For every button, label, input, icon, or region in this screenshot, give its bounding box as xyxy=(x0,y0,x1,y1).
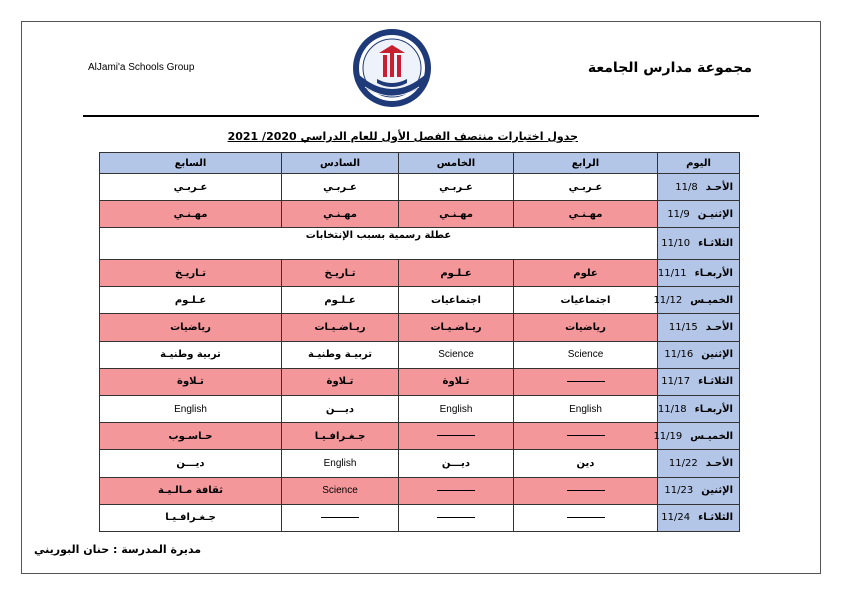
subject-cell: اجتماعيات xyxy=(399,287,514,314)
no-exam-dash xyxy=(437,517,475,518)
subject-cell: Science xyxy=(282,477,399,504)
subject-cell xyxy=(282,504,399,531)
day-name: الأحـد xyxy=(705,458,733,469)
no-exam-dash xyxy=(567,381,605,382)
table-row xyxy=(100,201,740,228)
header-grade-4: الرابع xyxy=(514,153,658,174)
day-date: 11/15 xyxy=(668,322,698,334)
table-row xyxy=(100,368,740,395)
day-date: 11/17 xyxy=(661,376,691,388)
day-cell xyxy=(658,341,740,368)
subject-cell: English xyxy=(282,450,399,477)
day-date: 11/9 xyxy=(667,208,690,220)
subject-cell xyxy=(514,423,658,450)
day-name: الأربعـاء xyxy=(694,267,733,279)
subject-cell: رياضيات xyxy=(514,314,658,341)
day-name: الأربعـاء xyxy=(694,403,733,415)
day-date: 11/18 xyxy=(657,403,687,415)
day-name: الثلاثـاء xyxy=(698,238,733,250)
subject-cell: مهـنـي xyxy=(399,201,514,228)
subject-cell: تـلاوة xyxy=(100,368,282,395)
table-row xyxy=(100,341,740,368)
table-row xyxy=(100,174,740,201)
exam-schedule-table xyxy=(99,152,740,532)
subject-cell: عـربـي xyxy=(514,174,658,201)
subject-cell: Science xyxy=(514,341,658,368)
principal-signature: مديرة المدرسة : حنان البوريني xyxy=(34,543,202,556)
day-name: الخميـس xyxy=(690,294,733,306)
day-date: 11/12 xyxy=(653,294,683,306)
subject-cell: عـربـي xyxy=(100,174,282,201)
table-row xyxy=(100,450,740,477)
subject-cell: ديـــن xyxy=(282,396,399,423)
day-cell xyxy=(653,423,740,450)
no-exam-dash xyxy=(567,490,605,491)
subject-cell: عـلـوم xyxy=(282,287,399,314)
day-date: 11/8 xyxy=(675,181,698,193)
day-cell xyxy=(658,201,740,228)
subject-cell: مهـنـي xyxy=(100,201,282,228)
day-name: الخميـس xyxy=(690,430,733,442)
day-cell xyxy=(658,314,740,341)
day-cell xyxy=(658,504,740,531)
subject-cell: مهـنـي xyxy=(282,201,399,228)
school-name-english: AlJami'a Schools Group xyxy=(88,62,195,73)
subject-cell: مهـنـي xyxy=(514,201,658,228)
table-row xyxy=(100,423,740,450)
subject-cell: تـاريـخ xyxy=(100,260,282,287)
day-cell xyxy=(658,174,740,201)
subject-cell: تربيـة وطنيـة xyxy=(282,341,399,368)
day-cell xyxy=(658,396,740,423)
table-row xyxy=(100,314,740,341)
day-name: الإثنين xyxy=(701,485,733,497)
day-name: الثلاثـاء xyxy=(698,512,733,524)
day-date: 11/16 xyxy=(664,349,694,361)
subject-cell: ثقافة مـالـيـة xyxy=(100,477,282,504)
school-name-arabic: مجموعة مدارس الجامعة xyxy=(587,60,752,76)
day-cell xyxy=(653,287,740,314)
subject-cell: رياضيات xyxy=(100,314,282,341)
table-row xyxy=(100,477,740,504)
table-row xyxy=(100,260,740,287)
no-exam-dash xyxy=(437,435,475,436)
day-date: 11/24 xyxy=(661,512,691,524)
schedule-title: جدول اختبارات منتصف الفصل الأول للعام الدراسي 2020/ 2021 xyxy=(227,130,578,143)
table-row xyxy=(100,287,740,314)
no-exam-dash xyxy=(567,435,605,436)
subject-cell: جـغـرافـيـا xyxy=(282,423,399,450)
subject-cell: Science xyxy=(399,341,514,368)
day-name: الأحـد xyxy=(705,181,733,193)
header-grade-6: السادس xyxy=(282,153,399,174)
day-cell xyxy=(658,450,740,477)
subject-cell: ريـاضـيـات xyxy=(399,314,514,341)
holiday-note: عطلة رسمية بسبب الإنتخابات xyxy=(100,228,658,260)
subject-cell: ديـــن xyxy=(399,450,514,477)
subject-cell xyxy=(399,477,514,504)
day-date: 11/19 xyxy=(653,430,683,442)
subject-cell: اجتماعيات xyxy=(514,287,658,314)
subject-cell: ديـــن xyxy=(100,450,282,477)
day-date: 11/22 xyxy=(668,458,698,469)
subject-cell: حـاسـوب xyxy=(100,423,282,450)
day-date: 11/11 xyxy=(657,267,687,279)
day-name: الأحـد xyxy=(705,322,733,334)
subject-cell: تـلاوة xyxy=(399,368,514,395)
header-grade-5: الخامس xyxy=(399,153,514,174)
header-day: اليوم xyxy=(658,153,740,174)
table-row xyxy=(100,228,740,260)
subject-cell: عـربـي xyxy=(399,174,514,201)
subject-cell xyxy=(514,504,658,531)
subject-cell: تـاريـخ xyxy=(282,260,399,287)
day-name: الإثنيـن xyxy=(697,208,733,220)
subject-cell: عـربـي xyxy=(282,174,399,201)
day-name: الثلاثـاء xyxy=(698,376,733,388)
day-cell xyxy=(658,260,740,287)
subject-cell xyxy=(514,368,658,395)
subject-cell: ريـاضـيـات xyxy=(282,314,399,341)
day-date: 11/23 xyxy=(664,485,694,497)
table-header-row xyxy=(100,153,740,174)
no-exam-dash xyxy=(321,517,359,518)
day-cell xyxy=(658,368,740,395)
subject-cell: جـغـرافـيـا xyxy=(100,504,282,531)
day-cell xyxy=(658,477,740,504)
subject-cell: English xyxy=(399,396,514,423)
subject-cell: تربية وطنيـة xyxy=(100,341,282,368)
subject-cell: علوم xyxy=(514,260,658,287)
subject-cell: تـلاوة xyxy=(282,368,399,395)
no-exam-dash xyxy=(437,490,475,491)
header-grade-7: السابع xyxy=(100,153,282,174)
day-date: 11/10 xyxy=(661,238,691,250)
day-cell xyxy=(658,228,740,260)
subject-cell: English xyxy=(514,396,658,423)
subject-cell: عـلـوم xyxy=(399,260,514,287)
subject-cell xyxy=(399,504,514,531)
subject-cell: دين xyxy=(514,450,658,477)
school-logo xyxy=(351,27,433,109)
day-name: الإثنين xyxy=(701,349,733,361)
subject-cell: عـلـوم xyxy=(100,287,282,314)
no-exam-dash xyxy=(567,517,605,518)
subject-cell: English xyxy=(100,396,282,423)
subject-cell xyxy=(399,423,514,450)
header-divider xyxy=(83,115,759,117)
table-row xyxy=(100,504,740,531)
subject-cell xyxy=(514,477,658,504)
table-row xyxy=(100,396,740,423)
